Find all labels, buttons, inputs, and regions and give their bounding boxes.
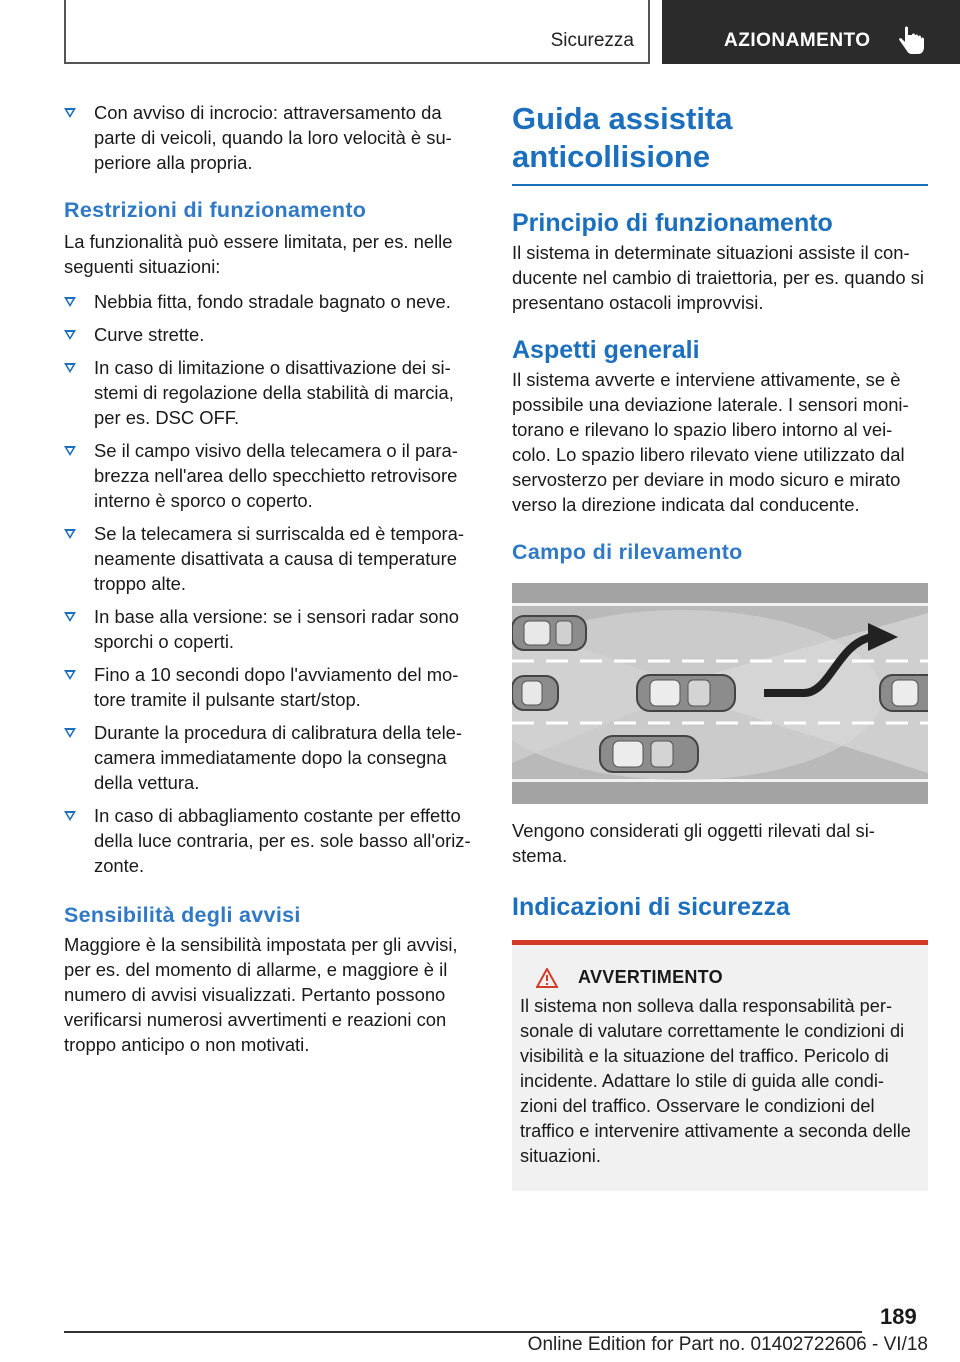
header-left-border xyxy=(64,0,66,64)
car-icon xyxy=(512,616,586,650)
header-right-border xyxy=(648,0,650,64)
bullet-triangle-icon xyxy=(64,108,76,118)
restrictions-heading: Restrizioni di funzionamento xyxy=(64,198,367,222)
list-item: Se la telecamera si surriscalda ed è tempora-neamente disattivata a causa di temperature troppo alte. xyxy=(64,521,478,596)
intro-bullet-list xyxy=(64,100,478,175)
footer-edition: Online Edition for Part no. 01402722606 - VI/18 xyxy=(527,1334,928,1355)
detection-range-illustration xyxy=(512,583,928,804)
warning-title xyxy=(520,967,920,988)
header-chapter-tab[interactable] xyxy=(662,0,960,64)
restrictions-intro: La funzionalità può essere limitata, per es. nelle seguenti situazioni: xyxy=(64,231,453,277)
hand-pointer-icon xyxy=(897,24,927,56)
road-diagram xyxy=(512,583,928,804)
detection-heading: Campo di rilevamento xyxy=(512,540,743,564)
warning-text: Il sistema non solleva dalla responsabilità per-sonale di valutare correttamente le condizioni di visibilità e la situazione del traffico. Pericolo di incidente. Adattare lo stile di guida alle condi-zioni del traffico. Osservare le condizioni del traffico e intervenire attivamente a seconda delle situazioni. xyxy=(520,996,911,1166)
bullet-triangle-icon xyxy=(64,330,76,340)
bullet-triangle-icon xyxy=(64,529,76,539)
right-column xyxy=(512,100,928,1191)
bullet-triangle-icon xyxy=(64,612,76,622)
list-item: Curve strette. xyxy=(64,322,478,347)
page-number: 189 xyxy=(880,1304,917,1329)
footer-divider xyxy=(64,1331,862,1333)
sensitivity-text: Maggiore è la sensibilità impostata per gli avvisi, per es. del momento di allarme, e maggiore è il numero di avvisi visualizzati. Pertanto possono verificarsi numerosi avvertimenti e reazioni con troppo anticipo o non motivati. xyxy=(64,934,458,1055)
list-item: Con avviso di incrocio: attraversamento da parte di veicoli, quando la loro velocità è su-periore alla propria. xyxy=(64,100,478,175)
principle-heading: Principio di funzionamento xyxy=(512,209,833,237)
bullet-triangle-icon xyxy=(64,446,76,456)
list-item: In caso di abbagliamento costante per effetto della luce contraria, per es. sole basso all'oriz-zonte. xyxy=(64,803,478,878)
warning-box xyxy=(512,940,928,1191)
general-heading: Aspetti generali xyxy=(512,336,700,364)
bullet-triangle-icon xyxy=(64,297,76,307)
sensitivity-heading: Sensibilità degli avvisi xyxy=(64,903,301,927)
warning-triangle-icon xyxy=(536,968,558,988)
list-item: Fino a 10 secondi dopo l'avviamento del mo-tore tramite il pulsante start/stop. xyxy=(64,662,478,712)
page-title: Guida assistita anticollisione xyxy=(512,101,733,174)
header-bottom-border xyxy=(64,62,650,64)
header-chapter-label: AZIONAMENTO xyxy=(724,30,871,51)
left-column xyxy=(64,100,478,1057)
list-item: In caso di limitazione o disattivazione dei si-stemi di regolazione della stabilità di marcia, per es. DSC OFF. xyxy=(64,355,478,430)
list-item: Se il campo visivo della telecamera o il para-brezza nell'area dello specchietto retrovisore interno è sporco o coperto. xyxy=(64,438,478,513)
list-item: Nebbia fitta, fondo stradale bagnato o neve. xyxy=(64,289,478,314)
header-section-label[interactable]: Sicurezza xyxy=(550,30,634,51)
list-item: Durante la procedura di calibratura della tele-camera immediatamente dopo la consegna della vettura. xyxy=(64,720,478,795)
title-divider xyxy=(512,184,928,186)
general-text: Il sistema avverte e interviene attivamente, se è possibile una deviazione laterale. I sensori moni-torano e rilevano lo spazio libero intorno al vei-colo. Lo spazio libero rilevato viene utilizzato dal servosterzo per deviare in modo sicuro e mirato verso la direzione indicata dal conducente. xyxy=(512,369,909,515)
bullet-triangle-icon xyxy=(64,728,76,738)
bullet-triangle-icon xyxy=(64,670,76,680)
bullet-triangle-icon xyxy=(64,811,76,821)
list-item: In base alla versione: se i sensori radar sono sporchi o coperti. xyxy=(64,604,478,654)
bullet-triangle-icon xyxy=(64,363,76,373)
principle-text: Il sistema in determinate situazioni assiste il con-ducente nel cambio di traiettoria, per es. quando si presentano ostacoli improvvisi. xyxy=(512,242,924,313)
restrictions-list xyxy=(64,289,478,878)
warning-label: AVVERTIMENTO xyxy=(578,967,723,987)
safety-heading: Indicazioni di sicurezza xyxy=(512,893,790,921)
detection-caption: Vengono considerati gli oggetti rilevati dal si-stema. xyxy=(512,820,875,866)
